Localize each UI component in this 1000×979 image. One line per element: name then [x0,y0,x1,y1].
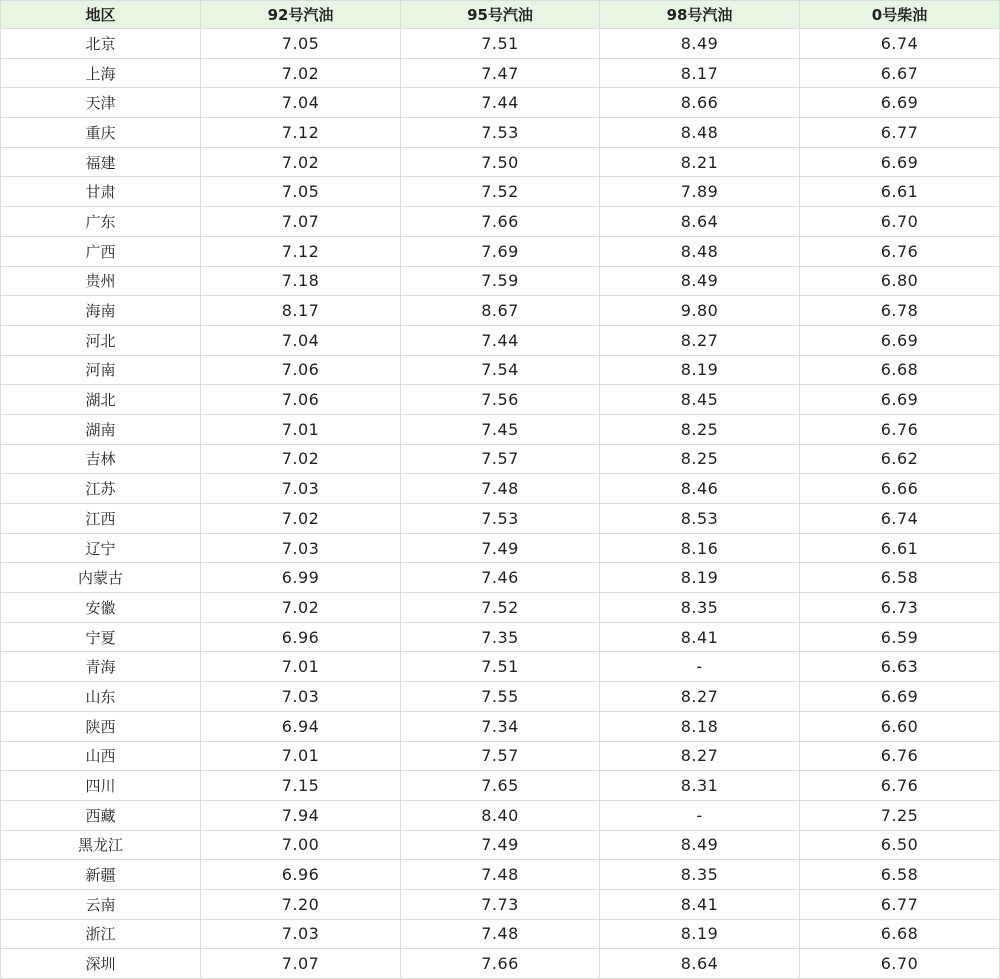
table-row [1,830,1000,860]
price-98-cell: - [600,652,800,682]
price-diesel-cell: 6.58 [800,563,1000,593]
region-cell: 河南 [1,355,201,385]
price-92-cell: 7.20 [201,889,401,919]
table-body [1,29,1000,979]
region-cell: 四川 [1,771,201,801]
price-95-cell: 7.57 [401,741,600,771]
price-92-cell: 7.00 [201,830,401,860]
price-98-cell: 8.66 [600,88,800,118]
price-92-cell: 7.18 [201,266,401,296]
price-98-cell: 8.27 [600,682,800,712]
price-95-cell: 7.54 [401,355,600,385]
region-cell: 甘肃 [1,177,201,207]
price-diesel-cell: 6.76 [800,236,1000,266]
price-95-cell: 7.66 [401,207,600,237]
price-diesel-cell: 6.61 [800,177,1000,207]
price-92-cell: 7.04 [201,325,401,355]
price-diesel-cell: 6.70 [800,207,1000,237]
price-92-cell: 7.12 [201,118,401,148]
table-row [1,711,1000,741]
price-98-cell: 8.49 [600,830,800,860]
price-92-cell: 7.15 [201,771,401,801]
table-header [1,1,1000,29]
price-diesel-cell: 6.74 [800,504,1000,534]
region-cell: 江西 [1,504,201,534]
price-98-cell: 7.89 [600,177,800,207]
price-98-cell: 8.17 [600,58,800,88]
price-diesel-cell: 6.68 [800,919,1000,949]
region-cell: 天津 [1,88,201,118]
price-92-cell: 7.03 [201,474,401,504]
price-diesel-cell: 6.69 [800,147,1000,177]
price-95-cell: 7.47 [401,58,600,88]
price-98-cell: 8.41 [600,622,800,652]
region-cell: 福建 [1,147,201,177]
price-95-cell: 7.57 [401,444,600,474]
price-98-cell: 8.19 [600,919,800,949]
price-98-cell: 8.53 [600,504,800,534]
price-98-cell: 8.49 [600,29,800,59]
table-row [1,444,1000,474]
table-row [1,652,1000,682]
region-cell: 新疆 [1,860,201,890]
price-98-cell: 8.35 [600,860,800,890]
price-95-cell: 7.56 [401,385,600,415]
price-diesel-cell: 6.76 [800,771,1000,801]
region-cell: 陕西 [1,711,201,741]
price-diesel-cell: 6.59 [800,622,1000,652]
price-92-cell: 7.04 [201,88,401,118]
table-row [1,414,1000,444]
region-cell: 青海 [1,652,201,682]
price-diesel-cell: 6.77 [800,889,1000,919]
price-98-cell: 8.19 [600,563,800,593]
price-98-cell: 8.25 [600,444,800,474]
price-98-cell: 8.45 [600,385,800,415]
price-diesel-cell: 6.76 [800,741,1000,771]
price-95-cell: 7.53 [401,504,600,534]
price-95-cell: 7.48 [401,860,600,890]
table-row [1,919,1000,949]
price-92-cell: 7.06 [201,385,401,415]
region-cell: 北京 [1,29,201,59]
price-98-cell: 8.21 [600,147,800,177]
region-cell: 内蒙古 [1,563,201,593]
table-row [1,474,1000,504]
price-98-cell: 8.18 [600,711,800,741]
price-98-cell: 8.49 [600,266,800,296]
price-98-cell: 8.64 [600,207,800,237]
price-95-cell: 7.52 [401,593,600,623]
price-diesel-cell: 6.80 [800,266,1000,296]
header-0-diesel: 0号柴油 [800,1,1000,29]
price-diesel-cell: 6.60 [800,711,1000,741]
price-diesel-cell: 6.70 [800,949,1000,979]
price-92-cell: 7.02 [201,58,401,88]
price-95-cell: 7.48 [401,474,600,504]
price-92-cell: 7.05 [201,177,401,207]
price-95-cell: 7.44 [401,88,600,118]
price-diesel-cell: 6.58 [800,860,1000,890]
price-95-cell: 7.51 [401,652,600,682]
price-92-cell: 7.01 [201,652,401,682]
price-diesel-cell: 6.63 [800,652,1000,682]
price-95-cell: 7.44 [401,325,600,355]
region-cell: 重庆 [1,118,201,148]
table-row [1,504,1000,534]
price-98-cell: 8.16 [600,533,800,563]
table-row [1,266,1000,296]
price-92-cell: 7.02 [201,593,401,623]
price-92-cell: 7.01 [201,741,401,771]
price-95-cell: 7.53 [401,118,600,148]
price-95-cell: 7.52 [401,177,600,207]
price-diesel-cell: 6.69 [800,385,1000,415]
price-diesel-cell: 6.69 [800,325,1000,355]
price-98-cell: 8.48 [600,236,800,266]
header-92-gasoline: 92号汽油 [201,1,401,29]
region-cell: 江苏 [1,474,201,504]
price-diesel-cell: 6.69 [800,682,1000,712]
price-95-cell: 7.59 [401,266,600,296]
table-row [1,682,1000,712]
price-diesel-cell: 6.66 [800,474,1000,504]
table-row [1,58,1000,88]
table-row [1,296,1000,326]
region-cell: 贵州 [1,266,201,296]
price-diesel-cell: 6.62 [800,444,1000,474]
region-cell: 海南 [1,296,201,326]
region-cell: 湖北 [1,385,201,415]
price-98-cell: 8.27 [600,325,800,355]
price-95-cell: 7.50 [401,147,600,177]
header-region: 地区 [1,1,201,29]
price-98-cell: 8.27 [600,741,800,771]
price-95-cell: 7.45 [401,414,600,444]
price-diesel-cell: 6.68 [800,355,1000,385]
table-row [1,622,1000,652]
price-92-cell: 7.01 [201,414,401,444]
price-98-cell: 8.64 [600,949,800,979]
header-95-gasoline: 95号汽油 [401,1,600,29]
region-cell: 广东 [1,207,201,237]
region-cell: 黑龙江 [1,830,201,860]
price-95-cell: 7.65 [401,771,600,801]
price-92-cell: 7.94 [201,800,401,830]
price-diesel-cell: 6.50 [800,830,1000,860]
table-row [1,325,1000,355]
price-95-cell: 7.49 [401,830,600,860]
price-diesel-cell: 6.69 [800,88,1000,118]
table-row [1,533,1000,563]
table-row [1,236,1000,266]
price-diesel-cell: 6.76 [800,414,1000,444]
table-row [1,29,1000,59]
price-98-cell: 8.25 [600,414,800,444]
table-row [1,207,1000,237]
region-cell: 广西 [1,236,201,266]
region-cell: 上海 [1,58,201,88]
header-98-gasoline: 98号汽油 [600,1,800,29]
price-92-cell: 6.99 [201,563,401,593]
price-95-cell: 8.67 [401,296,600,326]
table-row [1,177,1000,207]
price-92-cell: 8.17 [201,296,401,326]
price-95-cell: 7.55 [401,682,600,712]
table-row [1,147,1000,177]
price-diesel-cell: 6.73 [800,593,1000,623]
region-cell: 深圳 [1,949,201,979]
table-row [1,118,1000,148]
table-row [1,593,1000,623]
price-diesel-cell: 6.78 [800,296,1000,326]
region-cell: 宁夏 [1,622,201,652]
price-98-cell: 8.19 [600,355,800,385]
region-cell: 湖南 [1,414,201,444]
price-98-cell: 8.35 [600,593,800,623]
price-diesel-cell: 6.61 [800,533,1000,563]
price-92-cell: 7.06 [201,355,401,385]
price-92-cell: 7.05 [201,29,401,59]
header-row [1,1,1000,29]
price-92-cell: 7.12 [201,236,401,266]
table-row [1,949,1000,979]
price-98-cell: 8.31 [600,771,800,801]
price-98-cell: 9.80 [600,296,800,326]
price-diesel-cell: 6.67 [800,58,1000,88]
price-92-cell: 7.02 [201,504,401,534]
table-row [1,88,1000,118]
price-diesel-cell: 7.25 [800,800,1000,830]
price-98-cell: 8.46 [600,474,800,504]
region-cell: 山西 [1,741,201,771]
table-row [1,860,1000,890]
price-92-cell: 7.07 [201,207,401,237]
price-92-cell: 7.03 [201,682,401,712]
price-diesel-cell: 6.77 [800,118,1000,148]
price-95-cell: 8.40 [401,800,600,830]
price-92-cell: 7.02 [201,147,401,177]
price-95-cell: 7.51 [401,29,600,59]
region-cell: 河北 [1,325,201,355]
price-95-cell: 7.69 [401,236,600,266]
table-row [1,355,1000,385]
region-cell: 西藏 [1,800,201,830]
price-95-cell: 7.35 [401,622,600,652]
table-row [1,741,1000,771]
price-92-cell: 6.94 [201,711,401,741]
price-95-cell: 7.66 [401,949,600,979]
table-row [1,385,1000,415]
price-95-cell: 7.49 [401,533,600,563]
region-cell: 吉林 [1,444,201,474]
region-cell: 浙江 [1,919,201,949]
table-row [1,771,1000,801]
region-cell: 山东 [1,682,201,712]
price-92-cell: 7.07 [201,949,401,979]
price-92-cell: 6.96 [201,860,401,890]
table-row [1,889,1000,919]
price-95-cell: 7.48 [401,919,600,949]
table-row [1,800,1000,830]
price-95-cell: 7.73 [401,889,600,919]
price-diesel-cell: 6.74 [800,29,1000,59]
price-92-cell: 7.03 [201,919,401,949]
price-98-cell: 8.41 [600,889,800,919]
table-row [1,563,1000,593]
price-92-cell: 7.02 [201,444,401,474]
price-98-cell: 8.48 [600,118,800,148]
region-cell: 云南 [1,889,201,919]
price-95-cell: 7.34 [401,711,600,741]
region-cell: 安徽 [1,593,201,623]
price-92-cell: 6.96 [201,622,401,652]
region-cell: 辽宁 [1,533,201,563]
price-98-cell: - [600,800,800,830]
price-92-cell: 7.03 [201,533,401,563]
price-95-cell: 7.46 [401,563,600,593]
